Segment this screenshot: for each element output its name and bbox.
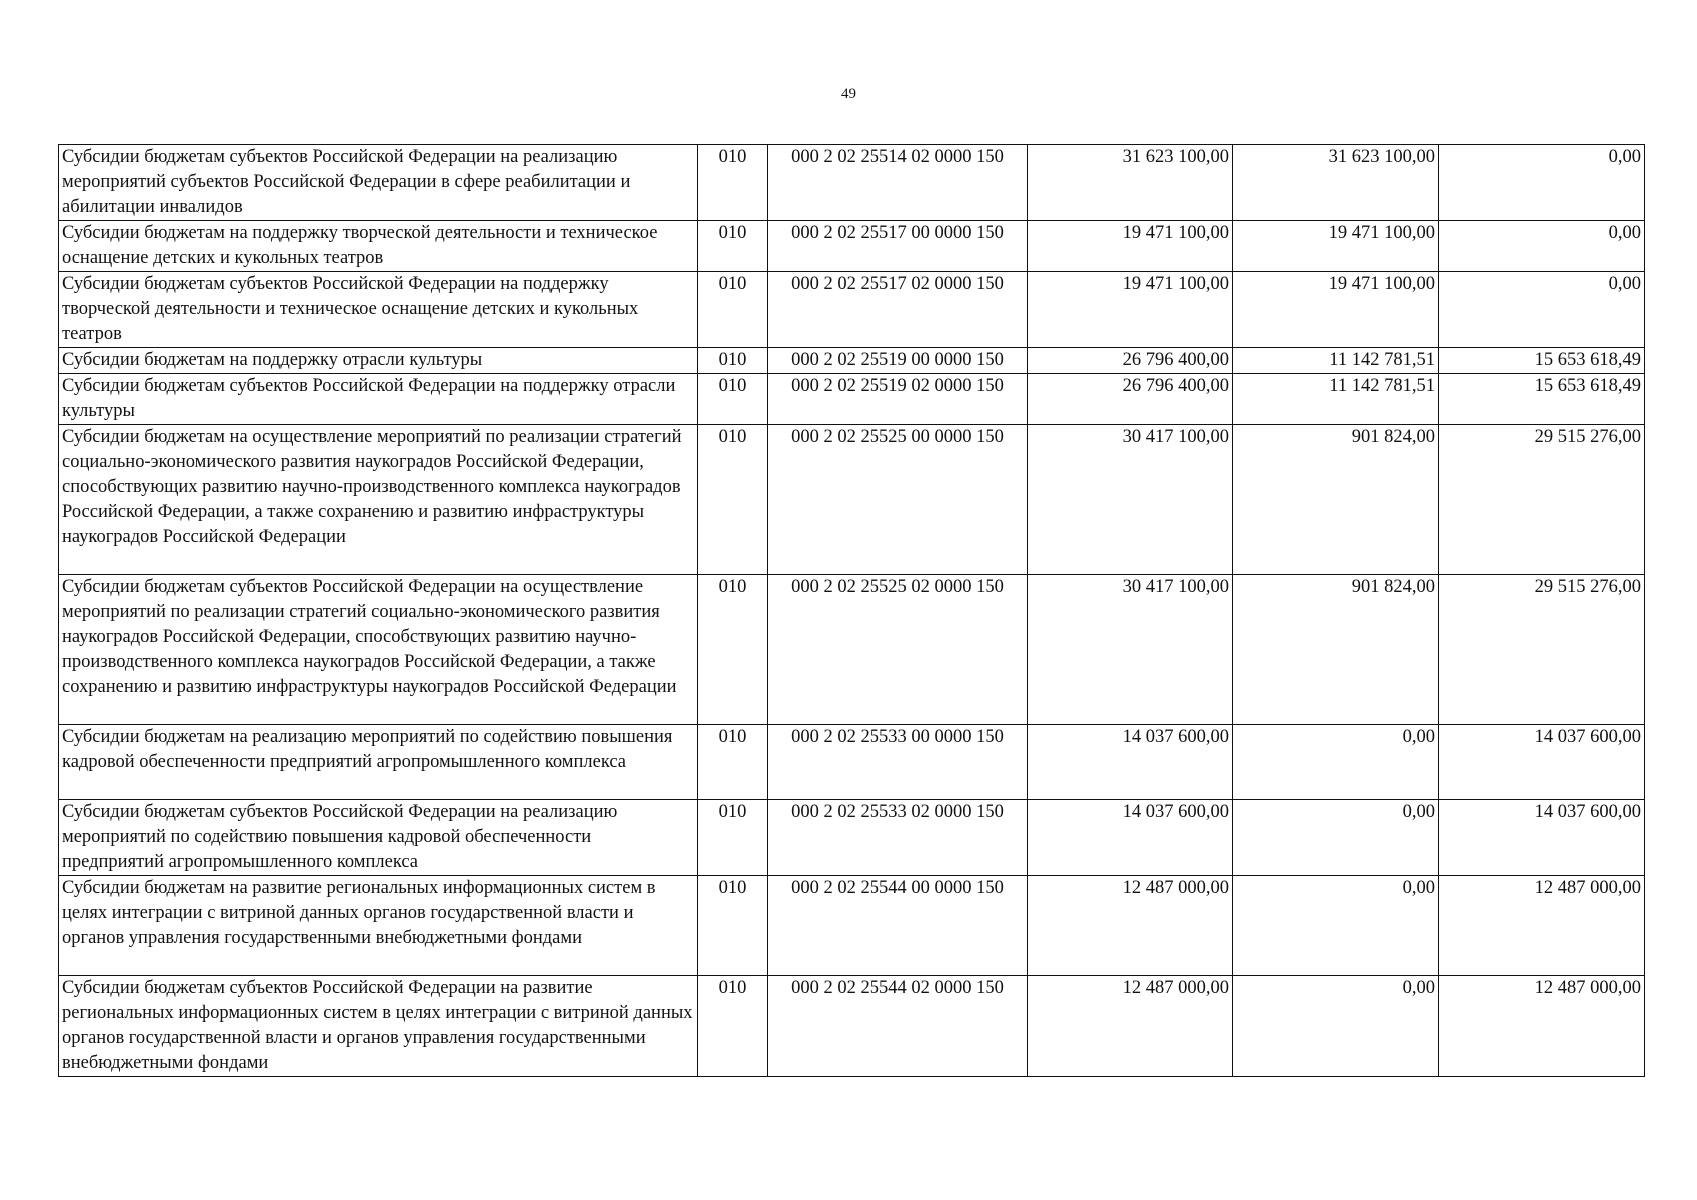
row-executed-amount: 11 142 781,51 bbox=[1233, 348, 1439, 374]
row-name: Субсидии бюджетам субъектов Российской Федерации на реализацию мероприятий по содействию повышения кадровой обеспеченности предприятий агропромышленного комплекса bbox=[59, 800, 698, 876]
row-plan-amount: 31 623 100,00 bbox=[1028, 145, 1233, 221]
row-admin-code: 010 bbox=[698, 145, 768, 221]
table-row bbox=[59, 374, 1645, 425]
row-remaining-amount: 12 487 000,00 bbox=[1439, 976, 1645, 1077]
row-plan-amount: 14 037 600,00 bbox=[1028, 800, 1233, 876]
row-executed-amount: 901 824,00 bbox=[1233, 425, 1439, 575]
row-admin-code: 010 bbox=[698, 800, 768, 876]
row-admin-code: 010 bbox=[698, 348, 768, 374]
row-executed-amount: 0,00 bbox=[1233, 976, 1439, 1077]
row-name: Субсидии бюджетам на поддержку творческой деятельности и техническое оснащение детских и кукольных театров bbox=[59, 221, 698, 272]
row-plan-amount: 14 037 600,00 bbox=[1028, 725, 1233, 800]
row-budget-code: 000 2 02 25533 02 0000 150 bbox=[768, 800, 1028, 876]
row-executed-amount: 19 471 100,00 bbox=[1233, 272, 1439, 348]
row-budget-code: 000 2 02 25544 02 0000 150 bbox=[768, 976, 1028, 1077]
row-budget-code: 000 2 02 25519 00 0000 150 bbox=[768, 348, 1028, 374]
row-admin-code: 010 bbox=[698, 272, 768, 348]
table-row bbox=[59, 145, 1645, 221]
row-budget-code: 000 2 02 25514 02 0000 150 bbox=[768, 145, 1028, 221]
row-remaining-amount: 12 487 000,00 bbox=[1439, 876, 1645, 976]
row-executed-amount: 31 623 100,00 bbox=[1233, 145, 1439, 221]
row-name: Субсидии бюджетам на осуществление мероприятий по реализации стратегий социально-экономического развития наукоградов Российской Федерации, способствующих развитию научно-производственного комплекса наукоградов Российской Федерации, а также сохранению и развитию инфраструктуры наукоградов Российской Федерации bbox=[59, 425, 698, 575]
row-plan-amount: 26 796 400,00 bbox=[1028, 374, 1233, 425]
row-plan-amount: 19 471 100,00 bbox=[1028, 221, 1233, 272]
row-remaining-amount: 15 653 618,49 bbox=[1439, 374, 1645, 425]
row-plan-amount: 30 417 100,00 bbox=[1028, 425, 1233, 575]
row-name: Субсидии бюджетам субъектов Российской Федерации на развитие региональных информационных систем в целях интеграции с витриной данных органов государственной власти и органов управления государственными внебюджетными фондами bbox=[59, 976, 698, 1077]
row-plan-amount: 30 417 100,00 bbox=[1028, 575, 1233, 725]
row-executed-amount: 901 824,00 bbox=[1233, 575, 1439, 725]
row-remaining-amount: 29 515 276,00 bbox=[1439, 575, 1645, 725]
row-remaining-amount: 14 037 600,00 bbox=[1439, 725, 1645, 800]
row-executed-amount: 11 142 781,51 bbox=[1233, 374, 1439, 425]
table-row bbox=[59, 976, 1645, 1077]
row-executed-amount: 0,00 bbox=[1233, 725, 1439, 800]
row-executed-amount: 19 471 100,00 bbox=[1233, 221, 1439, 272]
row-remaining-amount: 14 037 600,00 bbox=[1439, 800, 1645, 876]
row-plan-amount: 26 796 400,00 bbox=[1028, 348, 1233, 374]
row-name: Субсидии бюджетам субъектов Российской Федерации на поддержку отрасли культуры bbox=[59, 374, 698, 425]
row-admin-code: 010 bbox=[698, 425, 768, 575]
page-number: 49 bbox=[841, 86, 856, 102]
row-admin-code: 010 bbox=[698, 221, 768, 272]
table-row bbox=[59, 221, 1645, 272]
row-name: Субсидии бюджетам на реализацию мероприятий по содействию повышения кадровой обеспеченности предприятий агропромышленного комплекса bbox=[59, 725, 698, 800]
table-row bbox=[59, 575, 1645, 725]
row-plan-amount: 12 487 000,00 bbox=[1028, 876, 1233, 976]
row-name: Субсидии бюджетам на поддержку отрасли культуры bbox=[59, 348, 698, 374]
row-admin-code: 010 bbox=[698, 976, 768, 1077]
row-remaining-amount: 0,00 bbox=[1439, 221, 1645, 272]
row-name: Субсидии бюджетам на развитие региональных информационных систем в целях интеграции с витриной данных органов государственной власти и органов управления государственными внебюджетными фондами bbox=[59, 876, 698, 976]
row-admin-code: 010 bbox=[698, 374, 768, 425]
row-remaining-amount: 0,00 bbox=[1439, 272, 1645, 348]
table-row bbox=[59, 348, 1645, 374]
table-row bbox=[59, 800, 1645, 876]
row-name: Субсидии бюджетам субъектов Российской Федерации на осуществление мероприятий по реализации стратегий социально-экономического развития наукоградов Российской Федерации, способствующих развитию научно-производственного комплекса наукоградов Российской Федерации, а также сохранению и развитию инфраструктуры наукоградов Российской Федерации bbox=[59, 575, 698, 725]
row-remaining-amount: 15 653 618,49 bbox=[1439, 348, 1645, 374]
row-executed-amount: 0,00 bbox=[1233, 800, 1439, 876]
row-executed-amount: 0,00 bbox=[1233, 876, 1439, 976]
table-row bbox=[59, 725, 1645, 800]
row-name: Субсидии бюджетам субъектов Российской Федерации на поддержку творческой деятельности и техническое оснащение детских и кукольных театров bbox=[59, 272, 698, 348]
budget-table bbox=[58, 144, 1645, 1077]
row-budget-code: 000 2 02 25544 00 0000 150 bbox=[768, 876, 1028, 976]
row-budget-code: 000 2 02 25517 02 0000 150 bbox=[768, 272, 1028, 348]
row-budget-code: 000 2 02 25525 02 0000 150 bbox=[768, 575, 1028, 725]
table-row bbox=[59, 876, 1645, 976]
row-budget-code: 000 2 02 25525 00 0000 150 bbox=[768, 425, 1028, 575]
row-plan-amount: 19 471 100,00 bbox=[1028, 272, 1233, 348]
row-budget-code: 000 2 02 25533 00 0000 150 bbox=[768, 725, 1028, 800]
row-admin-code: 010 bbox=[698, 725, 768, 800]
row-remaining-amount: 29 515 276,00 bbox=[1439, 425, 1645, 575]
row-name: Субсидии бюджетам субъектов Российской Федерации на реализацию мероприятий субъектов Российской Федерации в сфере реабилитации и абилитации инвалидов bbox=[59, 145, 698, 221]
row-plan-amount: 12 487 000,00 bbox=[1028, 976, 1233, 1077]
row-budget-code: 000 2 02 25519 02 0000 150 bbox=[768, 374, 1028, 425]
row-admin-code: 010 bbox=[698, 575, 768, 725]
row-remaining-amount: 0,00 bbox=[1439, 145, 1645, 221]
row-budget-code: 000 2 02 25517 00 0000 150 bbox=[768, 221, 1028, 272]
table-row bbox=[59, 425, 1645, 575]
table-row bbox=[59, 272, 1645, 348]
row-admin-code: 010 bbox=[698, 876, 768, 976]
